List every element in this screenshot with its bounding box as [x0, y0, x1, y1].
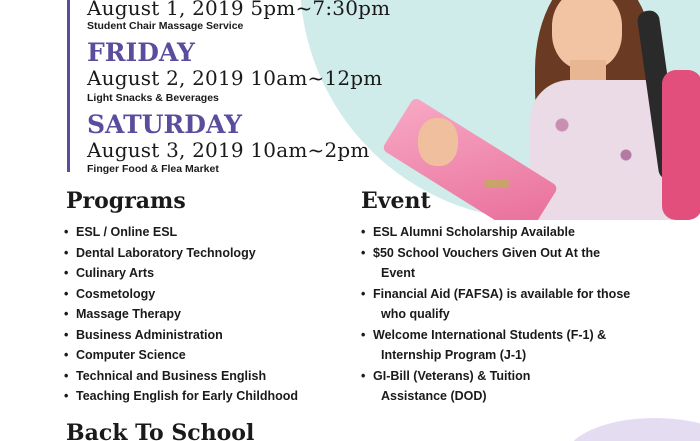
schedule-note-friday: Light Snacks & Beverages [87, 92, 219, 104]
schedule-day-friday: FRIDAY [87, 38, 195, 67]
list-item-continuation: Assistance (DOD) [381, 389, 487, 403]
list-item-continuation: Internship Program (J-1) [381, 348, 527, 362]
list-item [361, 284, 630, 325]
schedule-divider-line [67, 0, 70, 172]
programs-heading: Programs [66, 188, 186, 214]
schedule-day-saturday: SATURDAY [87, 110, 242, 139]
photo-backpack [662, 70, 700, 220]
schedule-note-saturday: Finger Food & Flea Market [87, 163, 219, 175]
list-item: • ESL / Online ESL [64, 222, 298, 243]
list-item: • Dental Laboratory Technology [64, 243, 298, 264]
list-item: • Cosmetology [64, 284, 298, 305]
list-item-text: Welcome International Students (F-1) & [373, 327, 607, 342]
event-list [361, 222, 630, 407]
list-item: • Teaching English for Early Childhood [64, 386, 298, 407]
list-item: • Culinary Arts [64, 263, 298, 284]
list-item-continuation: Event [381, 266, 416, 280]
list-item-text: GI-Bill (Veterans) & Tuition [373, 368, 531, 383]
event-heading: Event [361, 188, 431, 214]
schedule-date-saturday: August 3, 2019 10am~2pm [87, 138, 370, 162]
schedule-date-friday: August 2, 2019 10am~12pm [87, 66, 383, 90]
list-item: • Business Administration [64, 325, 298, 346]
photo-hand [418, 118, 458, 166]
photo-bracelet [484, 180, 510, 188]
schedule-date-thursday: August 1, 2019 5pm~7:30pm [87, 0, 391, 20]
list-item-text: ESL Alumni Scholarship Available [373, 225, 575, 239]
list-item [361, 366, 630, 407]
list-item: • Massage Therapy [64, 304, 298, 325]
schedule-note-thursday: Student Chair Massage Service [87, 20, 244, 32]
list-item-text: Financial Aid (FAFSA) is available for those [373, 286, 631, 301]
programs-list [64, 222, 298, 407]
list-item [361, 243, 630, 284]
student-photo [380, 0, 700, 220]
back-to-school-heading: Back To School [66, 420, 255, 441]
list-item: • Computer Science [64, 345, 298, 366]
list-item: • Technical and Business English [64, 366, 298, 387]
list-item [361, 222, 630, 243]
lavender-blob-decoration [565, 418, 700, 441]
list-item-continuation: who qualify [381, 307, 450, 321]
list-item [361, 325, 630, 366]
list-item-text: $50 School Vouchers Given Out At the [373, 245, 601, 260]
